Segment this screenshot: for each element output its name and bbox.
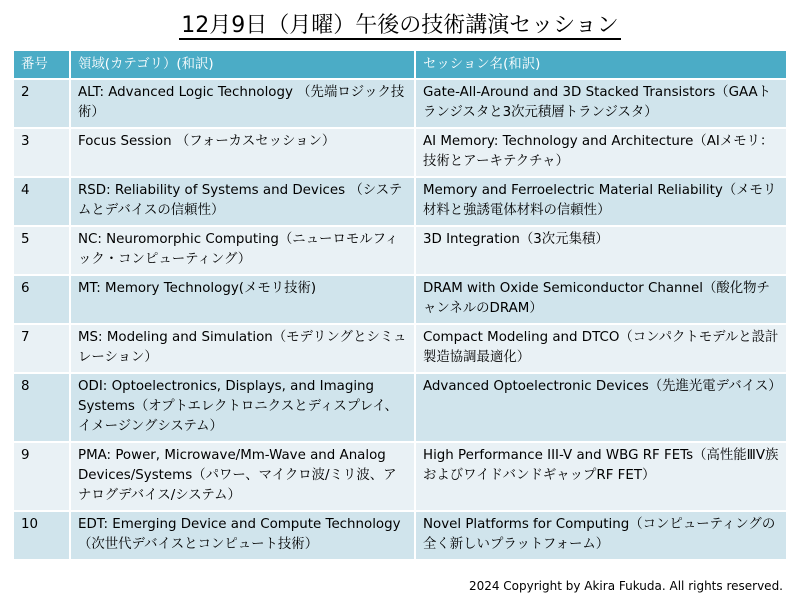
table-row	[14, 373, 786, 442]
cell-number: 10	[14, 511, 70, 560]
cell-area: EDT: Emerging Device and Compute Technology（次世代デバイスとコンピュート技術）	[70, 511, 415, 560]
cell-session: Novel Platforms for Computing（コンピューティングの全く新しいプラットフォーム）	[415, 511, 786, 560]
sessions-table	[14, 51, 786, 561]
cell-number: 3	[14, 128, 70, 177]
copyright-notice: 2024 Copyright by Akira Fukuda. All rights reserved.	[468, 579, 783, 593]
table-row	[14, 177, 786, 226]
table-row	[14, 226, 786, 275]
cell-area: RSD: Reliability of Systems and Devices （システムとデバイスの信頼性）	[70, 177, 415, 226]
table-header-row	[14, 51, 786, 79]
cell-number: 9	[14, 442, 70, 511]
cell-session: 3D Integration（3次元集積）	[415, 226, 786, 275]
table-row	[14, 128, 786, 177]
cell-area: PMA: Power, Microwave/Mm-Wave and Analog Devices/Systems（パワー、マイクロ波/ミリ波、アナログデバイス/システム）	[70, 442, 415, 511]
cell-number: 5	[14, 226, 70, 275]
cell-session: Gate-All-Around and 3D Stacked Transistors（GAAトランジスタと3次元積層トランジスタ）	[415, 79, 786, 128]
cell-session: Memory and Ferroelectric Material Reliability（メモリ材料と強誘電体材料の信頼性）	[415, 177, 786, 226]
header-area: 領域(カテゴリ）(和訳)	[70, 51, 415, 79]
cell-area: Focus Session （フォーカスセッション）	[70, 128, 415, 177]
slide-title	[0, 10, 800, 42]
cell-number: 8	[14, 373, 70, 442]
table-row	[14, 79, 786, 128]
table-row	[14, 275, 786, 324]
cell-session: High Performance III-V and WBG RF FETs（高性能ⅢⅤ族およびワイドバンドギャップRF FET）	[415, 442, 786, 511]
cell-session: AI Memory: Technology and Architecture（AIメモリ：技術とアーキテクチャ）	[415, 128, 786, 177]
slide-title-text: 12月9日（月曜）午後の技術講演セッション	[181, 13, 619, 38]
cell-number: 7	[14, 324, 70, 373]
header-number: 番号	[14, 51, 70, 79]
table-row	[14, 442, 786, 511]
cell-area: ODI: Optoelectronics, Displays, and Imaging Systems（オプトエレクトロニクスとディスプレイ、イメージングシステム）	[70, 373, 415, 442]
cell-area: MT: Memory Technology(メモリ技術)	[70, 275, 415, 324]
cell-area: NC: Neuromorphic Computing（ニューロモルフィック・コンピューティング）	[70, 226, 415, 275]
cell-number: 6	[14, 275, 70, 324]
header-session: セッション名(和訳)	[415, 51, 786, 79]
cell-area: MS: Modeling and Simulation（モデリングとシミュレーション）	[70, 324, 415, 373]
table-row	[14, 324, 786, 373]
table-row	[14, 511, 786, 560]
cell-session: Advanced Optoelectronic Devices（先進光電デバイス）	[415, 373, 786, 442]
cell-session: DRAM with Oxide Semiconductor Channel（酸化物チャンネルのDRAM）	[415, 275, 786, 324]
cell-area: ALT: Advanced Logic Technology （先端ロジック技術）	[70, 79, 415, 128]
cell-session: Compact Modeling and DTCO（コンパクトモデルと設計製造協調最適化）	[415, 324, 786, 373]
cell-number: 2	[14, 79, 70, 128]
cell-number: 4	[14, 177, 70, 226]
